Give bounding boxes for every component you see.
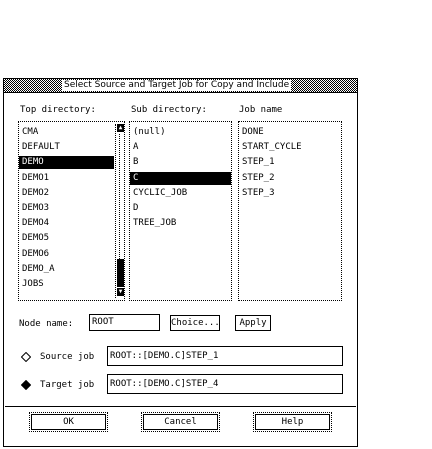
help-button[interactable]: Help — [255, 414, 330, 430]
target-job-label: Target job — [40, 380, 95, 390]
target-job-input[interactable]: ROOT::[DEMO.C]STEP_4 — [107, 374, 343, 394]
job-name-list[interactable] — [238, 121, 342, 301]
ok-button[interactable]: OK — [31, 414, 106, 430]
copy-include-dialog — [3, 78, 358, 447]
sub-directory-item[interactable]: TREE_JOB — [133, 218, 177, 229]
sub-directory-list[interactable] — [129, 121, 232, 301]
top-directory-item[interactable]: DEMO4 — [22, 218, 50, 229]
scroll-track[interactable] — [119, 134, 121, 259]
node-name-input[interactable]: ROOT — [89, 314, 160, 331]
top-directory-item[interactable]: DEMO3 — [22, 203, 50, 213]
job-name-item[interactable]: STEP_2 — [242, 172, 275, 183]
node-name-label: Node name: — [19, 319, 74, 329]
dialog-title: Select Source and Target Job for Copy and Include — [64, 80, 290, 90]
sub-directory-item[interactable]: CYCLIC_JOB — [133, 187, 188, 198]
apply-button[interactable]: Apply — [235, 315, 271, 331]
top-directory-label: Top directory: — [20, 105, 96, 115]
top-directory-item[interactable]: DEMO6 — [22, 248, 50, 259]
top-directory-item[interactable]: DEMO5 — [22, 233, 50, 244]
top-directory-item[interactable]: DEFAULT — [22, 142, 60, 153]
sub-directory-item[interactable]: A — [133, 142, 139, 153]
sub-directory-item[interactable]: C — [130, 172, 231, 185]
button-separator — [5, 406, 356, 407]
sub-directory-label: Sub directory: — [131, 105, 207, 115]
job-name-item[interactable]: STEP_1 — [242, 157, 275, 168]
job-name-item[interactable]: STEP_3 — [242, 187, 275, 198]
source-job-input[interactable]: ROOT::[DEMO.C]STEP_1 — [107, 346, 343, 366]
target-radio-icon[interactable] — [21, 380, 31, 390]
sub-directory-item[interactable]: B — [133, 157, 139, 168]
choice-button[interactable]: Choice... — [170, 315, 220, 331]
top-directory-item[interactable]: DEMO1 — [22, 172, 50, 183]
top-directory-item[interactable]: DEMO — [19, 156, 114, 169]
scroll-thumb[interactable] — [117, 259, 124, 287]
sub-directory-item[interactable]: D — [133, 203, 139, 213]
top-directory-item[interactable]: DEMO_A — [22, 263, 55, 274]
source-job-label: Source job — [40, 352, 95, 362]
top-directory-item[interactable]: JOBS — [22, 279, 44, 289]
job-name-item[interactable]: DONE — [242, 127, 264, 137]
source-radio-icon[interactable] — [21, 352, 31, 362]
scroll-up-icon[interactable]: ▲ — [118, 124, 123, 131]
cancel-button[interactable]: Cancel — [143, 414, 218, 430]
top-directory-list[interactable] — [18, 121, 125, 301]
title-bar[interactable] — [4, 79, 357, 93]
scroll-down-icon[interactable]: ▼ — [118, 288, 123, 295]
job-name-label: Job name — [239, 105, 283, 115]
job-name-item[interactable]: START_CYCLE — [242, 142, 302, 153]
top-directory-item[interactable]: DEMO2 — [22, 187, 50, 198]
top-directory-item[interactable]: CMA — [22, 127, 39, 137]
top-directory-scrollbar[interactable] — [115, 124, 125, 298]
sub-directory-item[interactable]: (null) — [133, 127, 166, 137]
